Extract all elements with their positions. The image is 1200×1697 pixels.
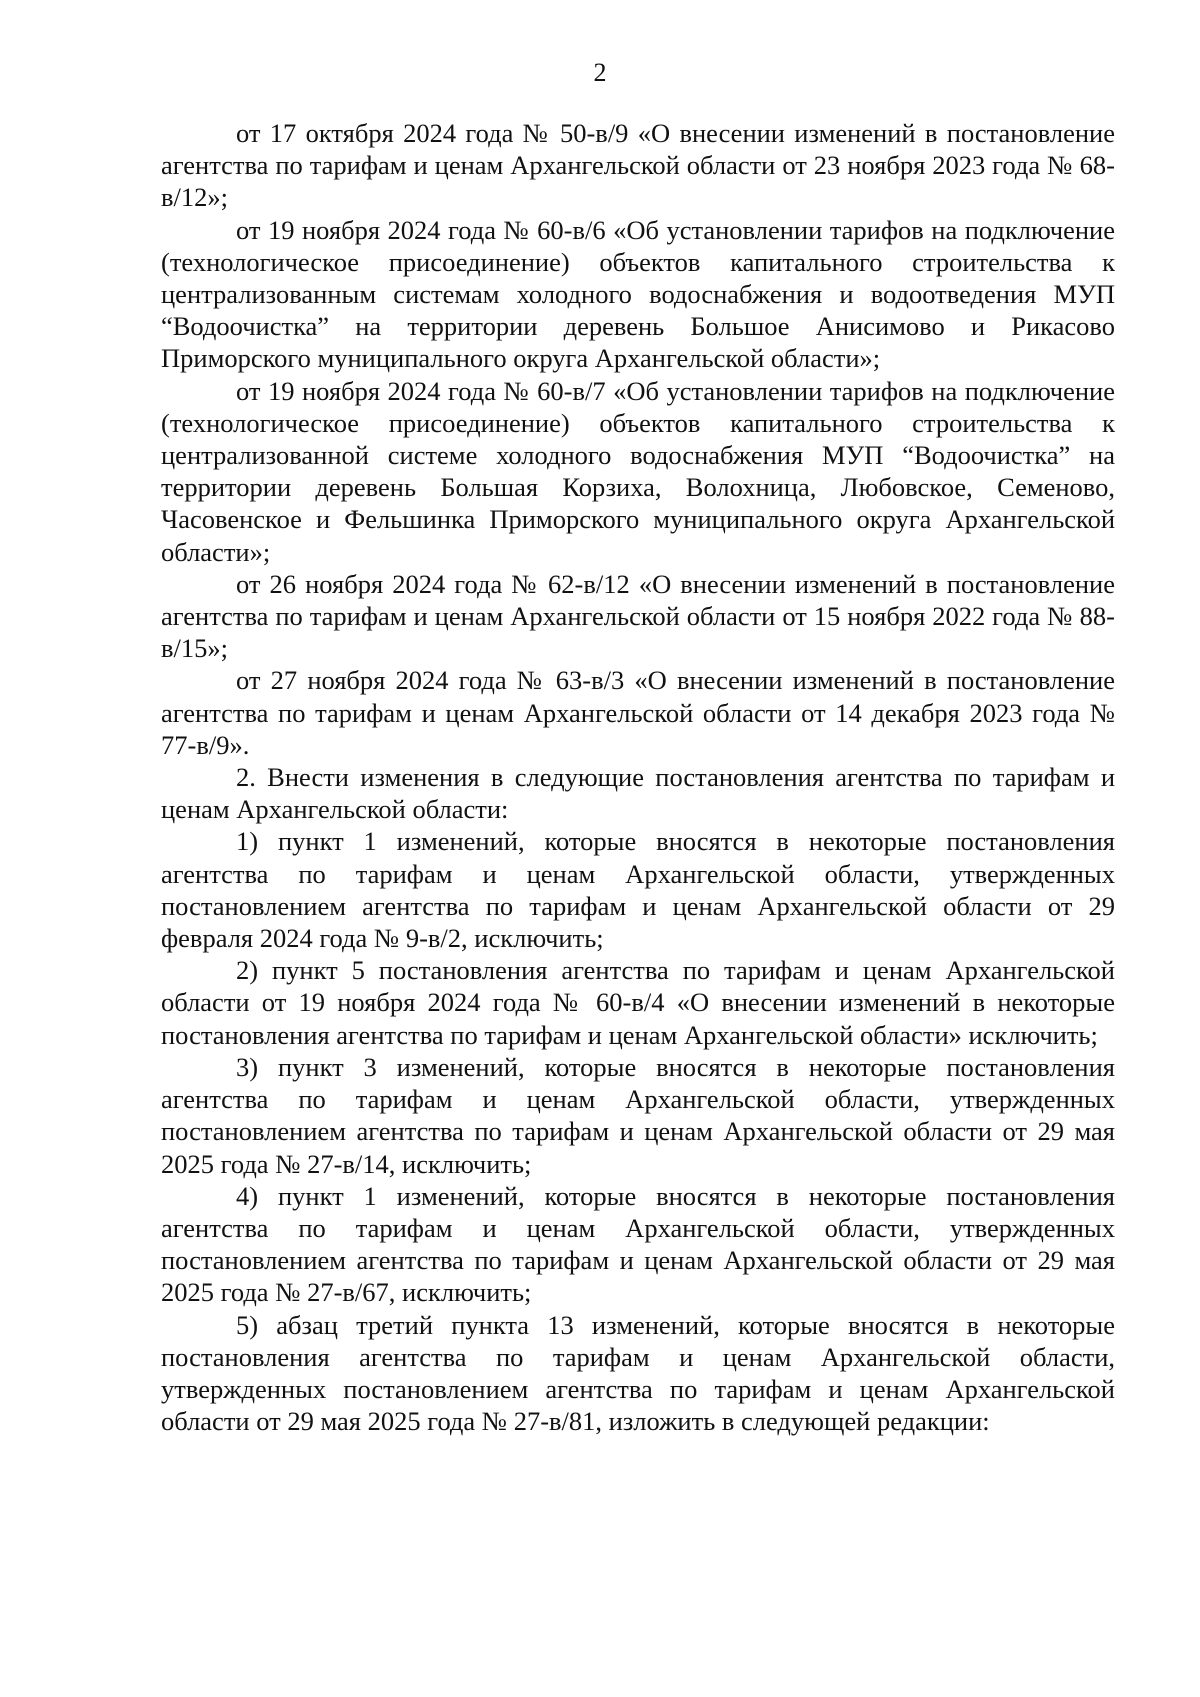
paragraph-item-3: 3) пункт 3 изменений, которые вносятся в некоторые постановления агентства по тарифам и ценам Архангельской области, утвержденных постановлением агентства по тарифам и ценам Архангельской области от 29 мая 2025 года № 27-в/14, исключить;	[161, 1051, 1115, 1179]
paragraph-item-5: 5) абзац третий пункта 13 изменений, которые вносятся в некоторые постановления агентства по тарифам и ценам Архангельской области, утвержденных постановлением агентства по тарифам и ценам Архангельской области от 29 мая 2025 года № 27-в/81, изложить в следующей редакции:	[161, 1309, 1115, 1437]
document-body	[161, 117, 1115, 1437]
paragraph-item-2: 2) пункт 5 постановления агентства по тарифам и ценам Архангельской области от 19 ноября 2024 года № 60-в/4 «О внесении изменений в некоторые постановления агентства по тарифам и ценам Архангельской области» исключить;	[161, 955, 1115, 1050]
paragraph-item-4: 4) пункт 1 изменений, которые вносятся в некоторые постановления агентства по тарифам и ценам Архангельской области, утвержденных постановлением агентства по тарифам и ценам Архангельской области от 29 мая 2025 года № 27-в/67, исключить;	[161, 1180, 1115, 1308]
paragraph-section-2: 2. Внести изменения в следующие постановления агентства по тарифам и ценам Архангельской области:	[161, 762, 1115, 825]
paragraph-item-1: 1) пункт 1 изменений, которые вносятся в некоторые постановления агентства по тарифам и ценам Архангельской области, утвержденных постановлением агентства по тарифам и ценам Архангельской области от 29 февраля 2024 года № 9-в/2, исключить;	[161, 826, 1115, 954]
paragraph-resolution-60-v-6: от 19 ноября 2024 года № 60-в/6 «Об установлении тарифов на подключение (технологическое присоединение) объектов капитального строительства к централизованным системам холодного водоснабжения и водоотведения МУП “Водоочистка” на территории деревень Большое Анисимово и Рикасово Приморского муниципального округа Архангельской области»;	[161, 214, 1115, 374]
paragraph-resolution-50-v-9: от 17 октября 2024 года № 50-в/9 «О внесении изменений в постановление агентства по тарифам и ценам Архангельской области от 23 ноября 2023 года № 68-в/12»;	[161, 118, 1115, 213]
page-number: 2	[593, 58, 607, 87]
paragraph-resolution-63-v-3: от 27 ноября 2024 года № 63-в/3 «О внесении изменений в постановление агентства по тарифам и ценам Архангельской области от 14 декабря 2023 года № 77-в/9».	[161, 665, 1115, 760]
paragraph-resolution-62-v-12: от 26 ноября 2024 года № 62-в/12 «О внесении изменений в постановление агентства по тарифам и ценам Архангельской области от 15 ноября 2022 года № 88-в/15»;	[161, 568, 1115, 664]
paragraph-resolution-60-v-7: от 19 ноября 2024 года № 60-в/7 «Об установлении тарифов на подключение (технологическое присоединение) объектов капитального строительства к централизованной системе холодного водоснабжения МУП “Водоочистка” на территории деревень Большая Корзиха, Волохница, Любовское, Семеново, Часовенское и Фельшинка Приморского муниципального округа Архангельской области»;	[161, 375, 1115, 567]
